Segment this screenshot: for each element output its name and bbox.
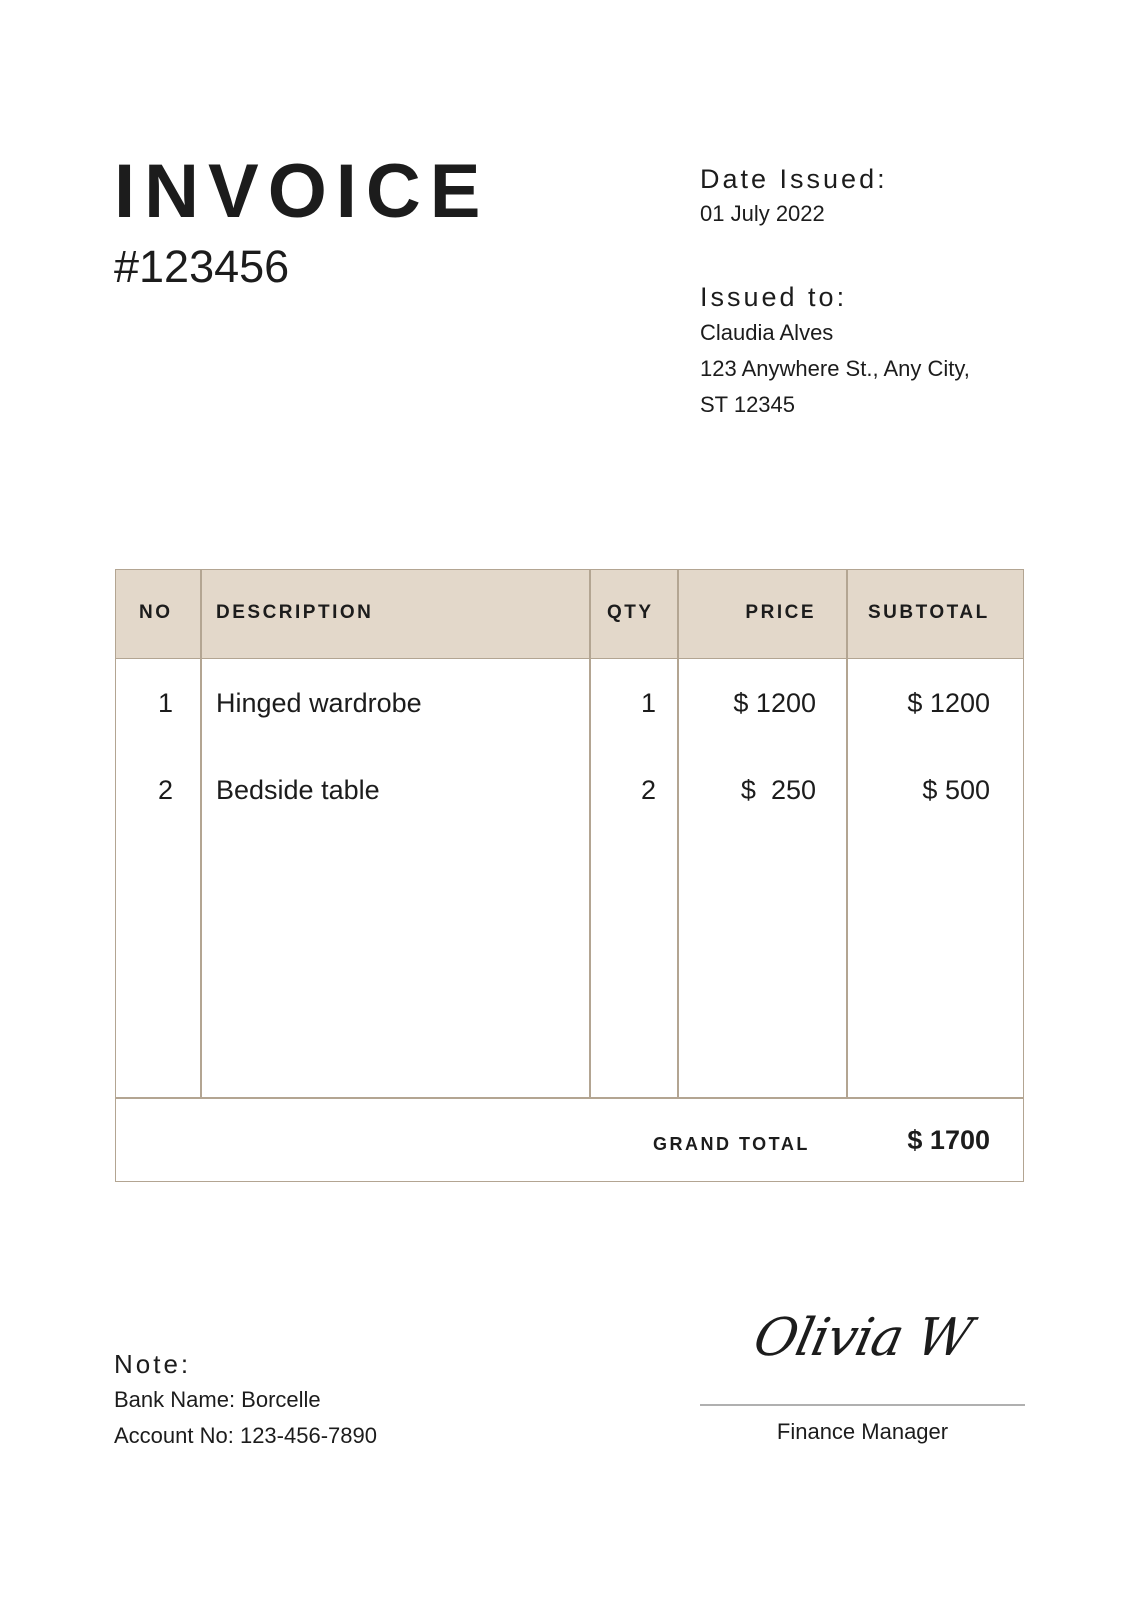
- invoice-title: INVOICE: [114, 149, 490, 234]
- date-issued-label: Date Issued:: [700, 164, 888, 194]
- items-table: [115, 569, 1024, 1182]
- row-no: 1: [157, 688, 173, 718]
- date-issued-value: 01 July 2022: [700, 201, 825, 226]
- row-qty: 2: [640, 775, 656, 805]
- col-no: NO: [139, 602, 173, 623]
- signer-title: Finance Manager: [776, 1419, 949, 1444]
- column-divider: [589, 570, 591, 1097]
- col-qty: QTY: [607, 602, 654, 623]
- bank-name: Bank Name: Borcelle: [114, 1387, 321, 1412]
- row-description: Bedside table: [216, 775, 380, 805]
- total-divider: [116, 1097, 1023, 1099]
- grand-total-label: GRAND TOTAL: [653, 1134, 810, 1154]
- row-no: 2: [157, 775, 173, 805]
- column-divider: [200, 570, 202, 1097]
- row-subtotal: $ 500: [922, 775, 990, 805]
- issued-to-block: [700, 315, 970, 423]
- signature: Olivia W: [748, 1308, 977, 1368]
- column-divider: [677, 570, 679, 1097]
- col-price: PRICE: [745, 602, 816, 623]
- row-qty: 1: [640, 688, 656, 718]
- row-price: $ 1200: [733, 688, 816, 718]
- account-number: Account No: 123-456-7890: [114, 1423, 377, 1448]
- col-subtotal: SUBTOTAL: [868, 602, 990, 623]
- note-block: [114, 1382, 377, 1454]
- signature-line: [700, 1404, 1025, 1406]
- issued-to-label: Issued to:: [700, 282, 848, 312]
- client-name: Claudia Alves: [700, 320, 834, 345]
- client-address-line2: ST 12345: [700, 392, 796, 417]
- table-header: [116, 570, 1023, 659]
- grand-total-value: $ 1700: [907, 1125, 990, 1155]
- invoice-number: #123456: [114, 241, 290, 292]
- client-address-line1: 123 Anywhere St., Any City,: [700, 356, 970, 381]
- row-price: $ 250: [740, 775, 816, 805]
- column-divider: [846, 570, 848, 1097]
- row-description: Hinged wardrobe: [216, 688, 422, 718]
- row-subtotal: $ 1200: [907, 688, 990, 718]
- note-label: Note:: [114, 1349, 192, 1379]
- col-description: DESCRIPTION: [216, 602, 374, 623]
